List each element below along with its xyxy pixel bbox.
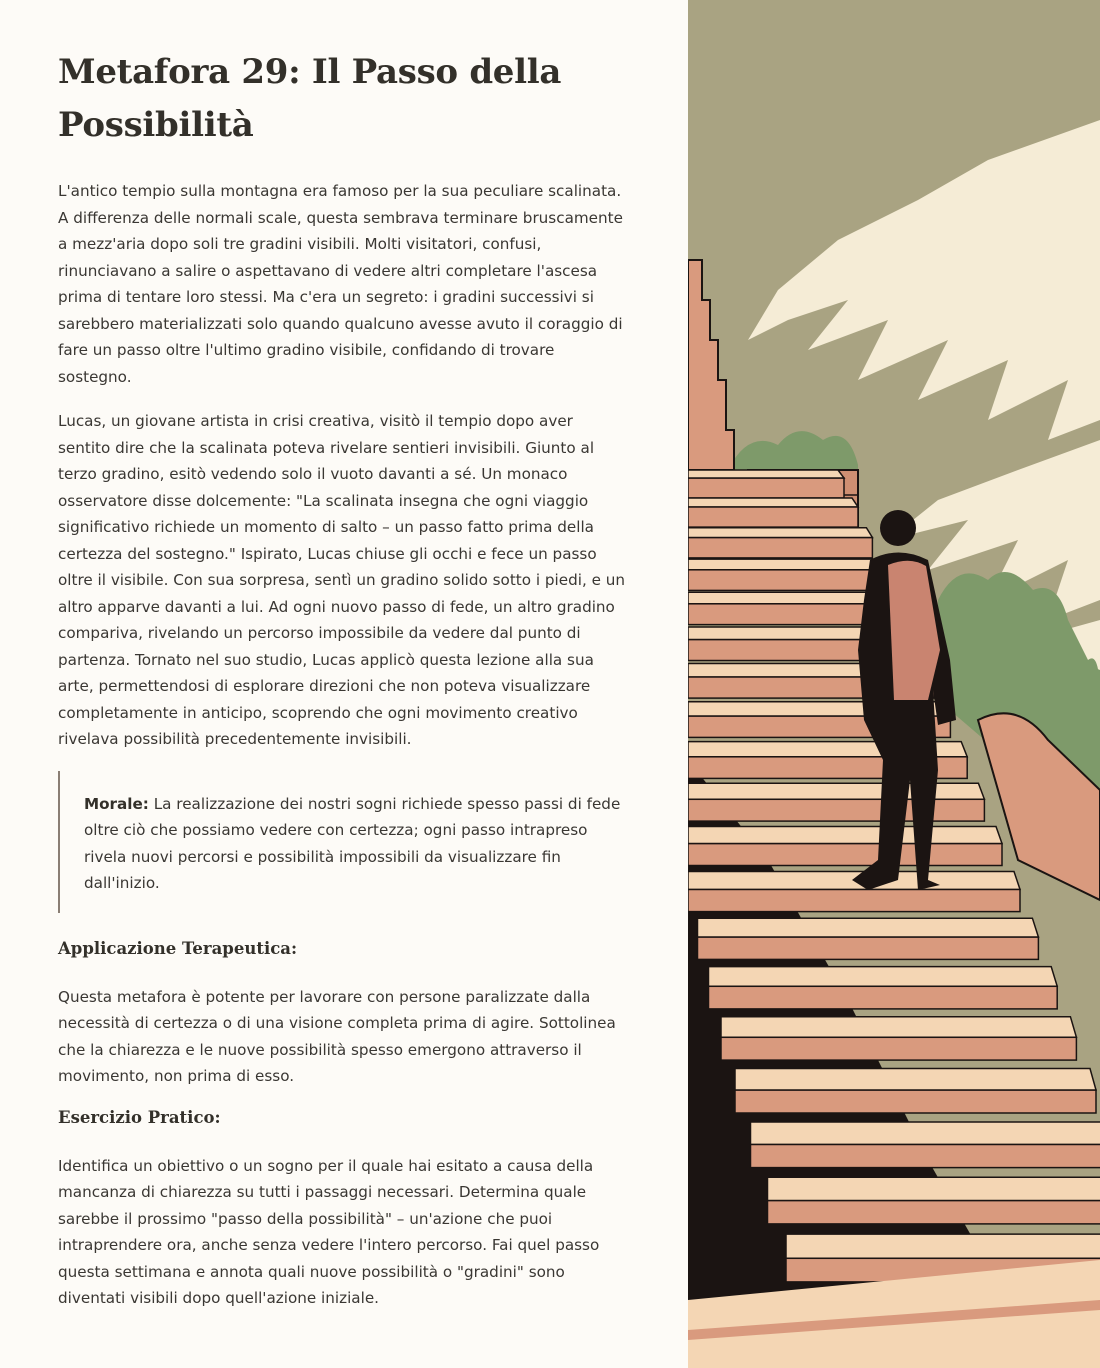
- moral-text: La realizzazione dei nostri sogni richiede spesso passi di fede oltre ciò che possiamo vedere con certezza; ogni passo intrapreso rivela nuovi percorsi e possibilità impossibili da visualizzare fin dall'inizio.: [84, 794, 621, 892]
- stair-riser: [688, 538, 872, 558]
- stair-tread: [721, 1017, 1076, 1038]
- story-paragraph-2: Lucas, un giovane artista in crisi creativa, visitò il tempio dopo aver sentito dire che la scalinata poteva rivelare sentieri invisibili. Giunto al terzo gradino, esitò vedendo solo il vuoto davanti a sé. Un monaco osservatore disse dolcemente: "La scalinata insegna che ogni viaggio significativo richiede un momento di salto – un passo fatto prima della certezza del sostegno." Ispirato, Lucas chiuse gli occhi e fece un passo oltre il visibile. Con sua sorpresa, sentì un gradino solido sotto i piedi, e un altro apparve davanti a lui. Ad ogni nuovo passo di fede, un altro gradino compariva, rivelando un percorso impossibile da vedere dal punto di partenza. Tornato nel suo studio, Lucas applicò questa lezione alla sua arte, permettendosi di esplorare direzioni che non poteva visualizzare completamente in anticipo, scoprendo che ogni movimento creativo rivelava possibilità precedentemente invisibili.: [58, 412, 626, 748]
- therapeutic-heading: Applicazione Terapeutica:: [58, 938, 298, 958]
- stair-tread: [709, 967, 1058, 987]
- moral-label: Morale:: [84, 794, 149, 813]
- stair-riser: [688, 507, 858, 527]
- stair-tread: [688, 498, 858, 507]
- exercise-text: Identifica un obiettivo o un sogno per il quale hai esitato a causa della mancanza di chiarezza su tutti i passaggi necessari. Determina quale sarebbe il prossimo "passo della possibilità" – un'azione che puoi intraprendere ora, anche senza vedere l'intero percorso. Fai quel passo questa settimana e annota quali nuove possibilità o "gradini" sono diventati visibili dopo quell'azione iniziale.: [58, 1156, 600, 1307]
- stair-tread: [735, 1069, 1096, 1091]
- stair-riser: [688, 570, 887, 591]
- stair-tread: [751, 1122, 1100, 1144]
- stair-riser: [768, 1201, 1100, 1224]
- exercise-heading: Esercizio Pratico:: [58, 1107, 221, 1127]
- stair-tread: [698, 918, 1039, 937]
- stair-riser: [721, 1037, 1076, 1060]
- stair-riser: [709, 986, 1058, 1009]
- stair-tread: [768, 1177, 1100, 1200]
- stair-riser: [688, 799, 984, 821]
- stair-tread: [688, 783, 984, 799]
- stair-riser: [688, 478, 844, 498]
- article: [58, 46, 630, 1330]
- stair-riser: [751, 1144, 1100, 1167]
- stair-tread: [688, 559, 887, 570]
- stair-riser: [698, 937, 1039, 959]
- page-title: Metafora 29: Il Passo della Possibilità: [58, 52, 562, 145]
- stair-riser: [688, 889, 1020, 911]
- stair-tread: [688, 470, 844, 478]
- stair-riser: [688, 844, 1002, 866]
- therapeutic-text: Questa metafora è potente per lavorare con persone paralizzate dalla necessità di certezza o di una visione completa prima di agire. Sottolinea che la chiarezza e le nuove possibilità spesso emergono attraverso il movimento, non prima di esso.: [58, 987, 616, 1085]
- stair-tread: [688, 827, 1002, 844]
- stair-tread: [688, 528, 872, 538]
- stair-tread: [786, 1234, 1100, 1258]
- stairs-illustration: [688, 0, 1100, 1368]
- story-paragraph-1: L'antico tempio sulla montagna era famoso per la sua peculiare scalinata. A differenza delle normali scale, questa sembrava terminare bruscamente a mezz'aria dopo soli tre gradini visibili. Molti visitatori, confusi, rinunciavano a salire o aspettavano di vedere altri completare l'ascesa prima di tentare loro stessi. Ma c'era un segreto: i gradini successivi si sarebbero materializzati solo quando qualcuno avesse avuto il coraggio di fare un passo oltre l'ultimo gradino visibile, confidando di trovare sostegno.: [58, 182, 623, 386]
- stair-riser: [735, 1090, 1096, 1113]
- illustration-svg: [688, 0, 1100, 1368]
- moral-quote: [58, 771, 630, 913]
